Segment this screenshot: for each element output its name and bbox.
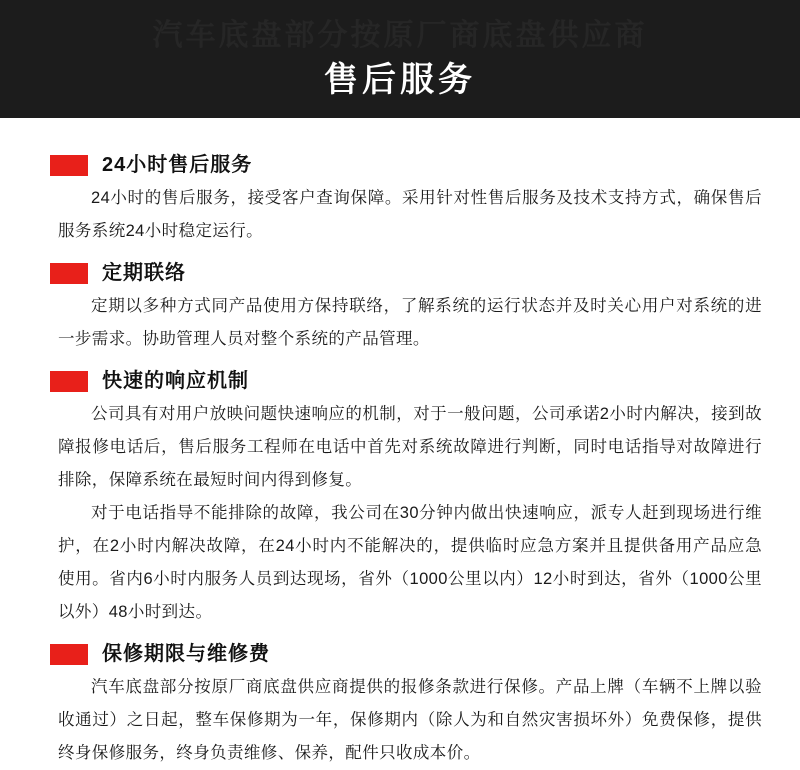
red-square-bullet-icon — [50, 263, 88, 284]
section-paragraph: 定期以多种方式同产品使用方保持联络，了解系统的运行状态并及时关心用户对系统的进一步需求。协助管理人员对整个系统的产品管理。 — [58, 297, 762, 348]
section-paragraph: 公司具有对用户放映问题快速响应的机制，对于一般问题，公司承诺2小时内解决，接到故障报修电话后，售后服务工程师在电话中首先对系统故障进行判断，同时电话指导对故障进行排除，保障系统在最短时间内得到修复。 — [58, 405, 762, 489]
section-heading — [50, 154, 770, 176]
red-square-bullet-icon — [50, 155, 88, 176]
red-square-bullet-icon — [50, 371, 88, 392]
section-title: 定期联络 — [102, 262, 186, 284]
section-title: 保修期限与维修费 — [102, 643, 270, 665]
section-paragraph: 汽车底盘部分按原厂商底盘供应商提供的报修条款进行保修。产品上牌（车辆不上牌以验收通过）之日起，整车保修期为一年，保修期内（除人为和自然灾害损坏外）免费保修，提供终身保修服务，终身负责维修、保养，配件只收成本价。 — [58, 678, 762, 762]
red-square-bullet-icon — [50, 644, 88, 665]
section-title: 快速的响应机制 — [102, 370, 249, 392]
content-area — [0, 118, 800, 770]
section-regular-contact — [30, 262, 770, 356]
section-title: 24小时售后服务 — [102, 154, 253, 176]
section-heading — [50, 370, 770, 392]
section-rapid-response — [30, 370, 770, 629]
banner-watermark-text: 汽车底盘部分按原厂商底盘供应商 — [152, 19, 648, 52]
section-24h-service — [30, 154, 770, 248]
section-paragraph: 24小时的售后服务，接受客户查询保障。采用针对性售后服务及技术支持方式，确保售后服务系统24小时稳定运行。 — [58, 189, 762, 240]
page-title: 售后服务 — [324, 61, 476, 99]
section-heading — [50, 262, 770, 284]
section-heading — [50, 643, 770, 665]
page-banner — [0, 0, 800, 118]
section-warranty-period — [30, 643, 770, 770]
section-paragraph: 对于电话指导不能排除的故障，我公司在30分钟内做出快速响应，派专人赶到现场进行维护，在2小时内解决故障，在24小时内不能解决的，提供临时应急方案并且提供备用产品应急使用。省内6小时内服务人员到达现场，省外（1000公里以内）12小时到达，省外（1000公里以外）48小时到达。 — [58, 504, 762, 621]
